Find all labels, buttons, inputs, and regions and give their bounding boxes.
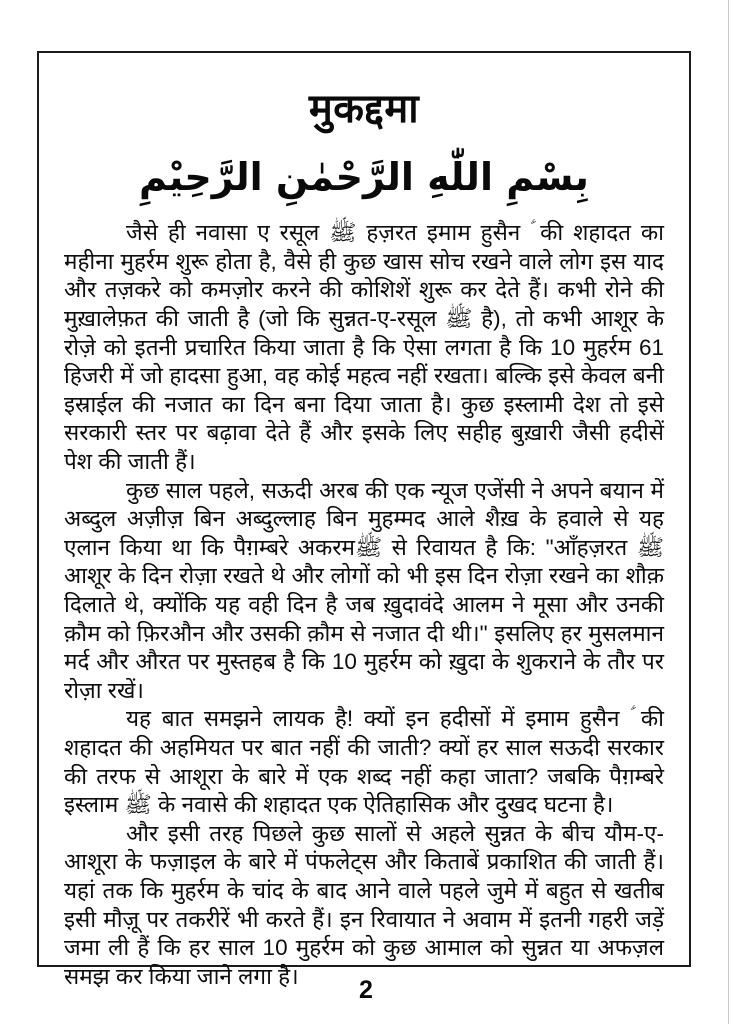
paragraph-1: जैसे ही नवासा ए रसूल ﷺ हज़रत इमाम हुसैन ؑ की शहादत का महीना मुहर्रम शुरू होता है, वैसे ही कुछ खास सोच रखने वाले लोग इस याद और तज़करे को कमज़ोर करने की कोशिशें शुरू कर देते हैं। कभी रोने की मुख़ालेफ़त की जाती है (जो कि सुन्नत-ए-रसूल ﷺ है), तो कभी आशूर के रोज़े को इतनी प्रचारित किया जाता है कि ऐसा लगता है कि 10 मुहर्रम 61 हिजरी में जो हादसा हुआ, वह कोई महत्व नहीं रखता। बल्कि इसे केवल बनी इस्राईल की नजात का दिन बना दिया जाता है। कुछ इस्लामी देश तो इसे सरकारी स्तर पर बढ़ावा देते हैं और इसके लिए सहीह बुख़ारी जैसी हदीसें पेश की जाती हैं।: [64, 220, 664, 475]
page-title: मुकद्दमा: [308, 87, 420, 131]
paragraph-4: और इसी तरह पिछले कुछ सालों से अहले सुन्नत के बीच यौम-ए-आशूरा के फज़ाइल के बारे में पंफलेट्स और किताबें प्रकाशित की जाती हैं। यहां तक कि मुहर्रम के चांद के बाद आने वाले पहले जुमे में बहुत से खतीब इसी मौज़ू पर तकरीरें भी करते हैं। इन रिवायात ने अवाम में इतनी गहरी जड़ें जमा ली हैं कि हर साल 10 मुहर्रम को कुछ आमाल को सुन्नत या अफज़ल समझ कर किया जाने लगा है।: [64, 820, 664, 989]
page-border-frame: [37, 51, 691, 989]
bismillah-calligraphy: بِسْمِ اللّٰهِ الرَّحْمٰنِ الرَّحِيْمِ: [139, 155, 589, 199]
body-text: [64, 219, 664, 991]
paragraph-3: यह बात समझने लायक है! क्यों इन हदीसों में इमाम हुसैन ؑ की शहादत की अहमियत पर बात नहीं की जाती? क्यों हर साल सऊदी सरकार की तरफ से आशूरा के बारे में एक शब्द नहीं कहा जाता? जबकि पैग़म्बरे इस्लाम ﷺ के नवासे की शहादत एक ऐतिहासिक और दुखद घटना है।: [64, 706, 664, 818]
page-number: 2: [359, 976, 373, 1004]
paragraph-2: कुछ साल पहले, सऊदी अरब की एक न्यूज एजेंसी ने अपने बयान में अब्दुल अज़ीज़ बिन अब्दुल्लाह बिन मुहम्मद आले शैख़ के हवाले से यह एलान किया था कि पैग़म्बरे अकरमﷺ से रिवायत है कि: "आँहज़रत ﷺ आशूर के दिन रोज़ा रखते थे और लोगों को भी इस दिन रोज़ा रखने का शौक़ दिलाते थे, क्योंकि यह वही दिन है जब ख़ुदावंदे आलम ने मूसा और उनकी क़ौम को फ़िरऔन और उसकी क़ौम से नजात दी थी।" इसलिए हर मुसलमान मर्द और औरत पर मुस्तहब है कि 10 मुहर्रम को ख़ुदा के शुकराने के तौर पर रोज़ा रखें।: [64, 477, 664, 703]
scan-edge-line: [728, 0, 729, 1024]
